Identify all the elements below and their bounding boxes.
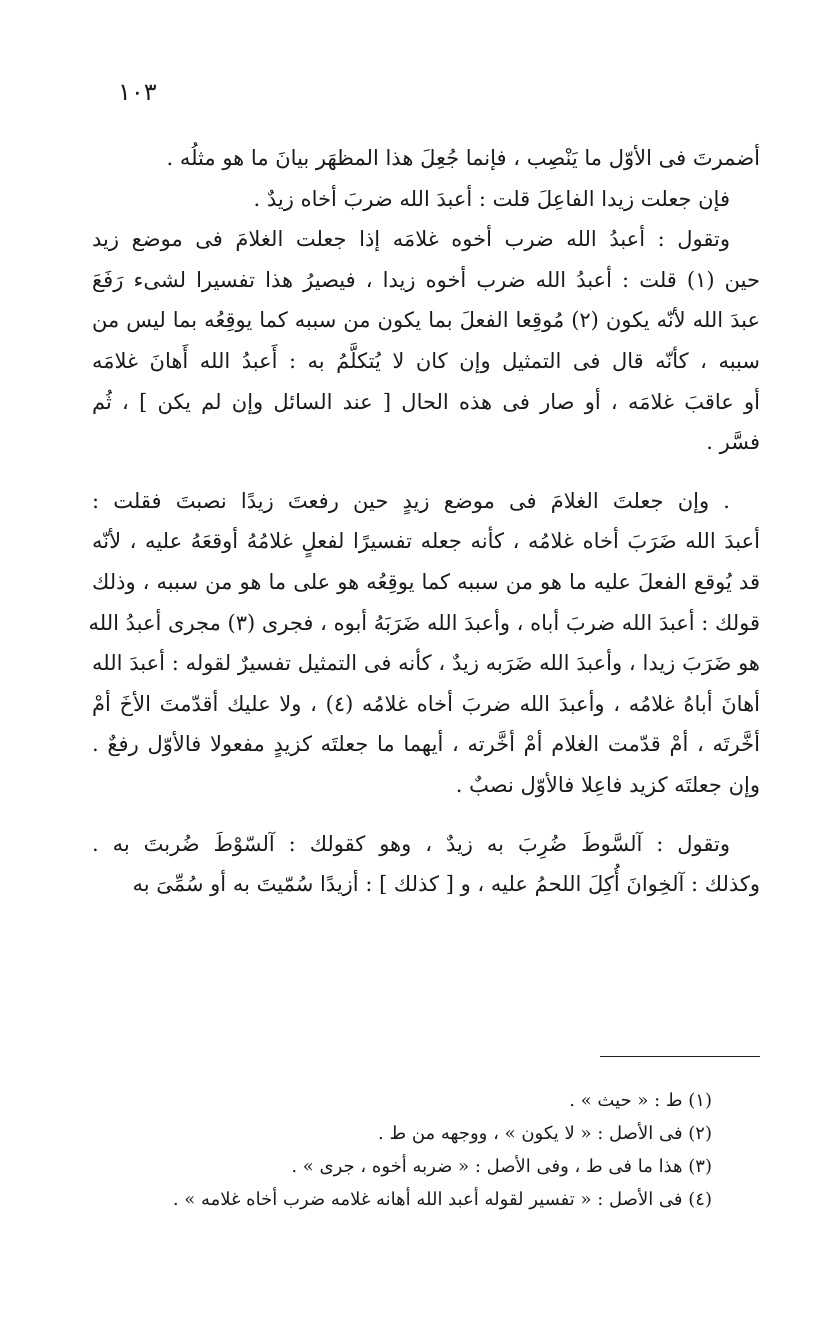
main-text: [88, 138, 760, 905]
footnote: (١) ط : « حيث » .: [569, 1090, 712, 1111]
text-line: أعبدَ الله ضَرَبَ أخاه غلامُه ، كأنه جعله تفسيرًا لفعلٍ غلامُهُ أوقعَهُ عليه ، لأنّه: [92, 529, 760, 554]
paragraph: [92, 219, 760, 463]
page-number: ١٠٣: [118, 78, 157, 106]
text-line: قولك : أعبدَ الله ضربَ أباه ، وأعبدَ الله ضَرَبَهُ أبوه ، فجرى (٣) مجرى أعبدُ الله: [88, 610, 760, 635]
text-line: أخَّرتَه ، أمْ قدّمت الغلام أمْ أخَّرته ، أيهما ما جعلتَه كزيدٍ مفعولا فالأوّل رفعٌ .: [92, 732, 760, 757]
text-line: فسَّر .: [706, 430, 760, 455]
text-line: أهانَ أباهُ غلامُه ، وأعبدَ الله ضربَ أخاه غلامُه (٤) ، ولا عليك أقدّمتَ الأخَ أمْ: [92, 691, 760, 716]
paragraph: [88, 481, 760, 806]
text-line: وتقول : أعبدُ الله ضرب أخوه غلامَه إذا جعلت الغلامَ فى موضع زيد: [92, 227, 730, 252]
text-line: فإن جعلت زيدا الفاعِلَ قلت : أعبدَ الله ضربَ أخاه زيدٌ .: [253, 186, 730, 211]
text-line: عبدَ الله لأنّه يكون (٢) مُوقِعا الفعلَ بما يكون من سببه كما يوقِعُه بما ليس من: [92, 308, 760, 333]
text-line: وتقول : آلسَّوطَ ضُرِبَ به زيدٌ ، وهو كقولك : آلسّوْطَ ضُربتَ به .: [92, 831, 730, 856]
paragraph-gap: [92, 806, 760, 824]
paragraph: [92, 824, 760, 905]
text-line: هو ضَرَبَ زيدا ، وأعبدَ الله ضَرَبه زيدٌ ، كأنه فى التمثيل تفسيرٌ لقوله : أعبدَ الله: [92, 651, 760, 676]
footnotes: [92, 1084, 712, 1216]
footnote: (٢) فى الأصل : « لا يكون » ، ووجهه من ط .: [378, 1123, 712, 1144]
text-line: قد يُوقع الفعلَ عليه ما هو من سببه كما يوقِعُه هو على ما هو من سببه ، وذلك: [92, 569, 760, 594]
text-line: أو عاقبَ غلامَه ، أو صار فى هذه الحال [ عند السائل وإن لم يكن ] ، ثُم: [92, 389, 760, 414]
paragraph-gap: [92, 463, 760, 481]
text-line: وإن جعلتَه كزيد فاعِلا فالأوّل نصبٌ .: [455, 772, 760, 797]
footnote-divider: [600, 1056, 760, 1057]
footnote: (٤) فى الأصل : « تفسير لقوله أعبد الله أهانه غلامه ضرب أخاه غلامه » .: [172, 1189, 712, 1210]
text-line: . وإن جعلتَ الغلامَ فى موضع زيدٍ حين رفعتَ زيدًا نصبتَ فقلت :: [92, 488, 730, 513]
paragraph: [92, 138, 760, 179]
text-line: وكذلك : آلخِوانَ أُكِلَ اللحمُ عليه ، و [ كذلك ] : أزيدًا سُمّيتَ به أو سُمِّىَ به: [132, 872, 760, 897]
paragraph: [92, 179, 760, 220]
text-line: حين (١) قلت : أعبدُ الله ضرب أخوه زيدا ، فيصيرُ هذا تفسيرا لشىء رَفَعَ: [92, 267, 760, 292]
footnote: (٣) هذا ما فى ط ، وفى الأصل : « ضربه أخوه ، جرى » .: [291, 1156, 712, 1177]
text-line: سببه ، كأنّه قال فى التمثيل وإن كان لا يُتكلَّمُ به : أَعبدُ الله أَهانَ غلامَه: [92, 348, 760, 373]
text-line: أضمرتَ فى الأوّل ما يَنْصِب ، فإنما جُعِلَ هذا المظهَر بيانَ ما هو مثلُه .: [166, 146, 760, 170]
